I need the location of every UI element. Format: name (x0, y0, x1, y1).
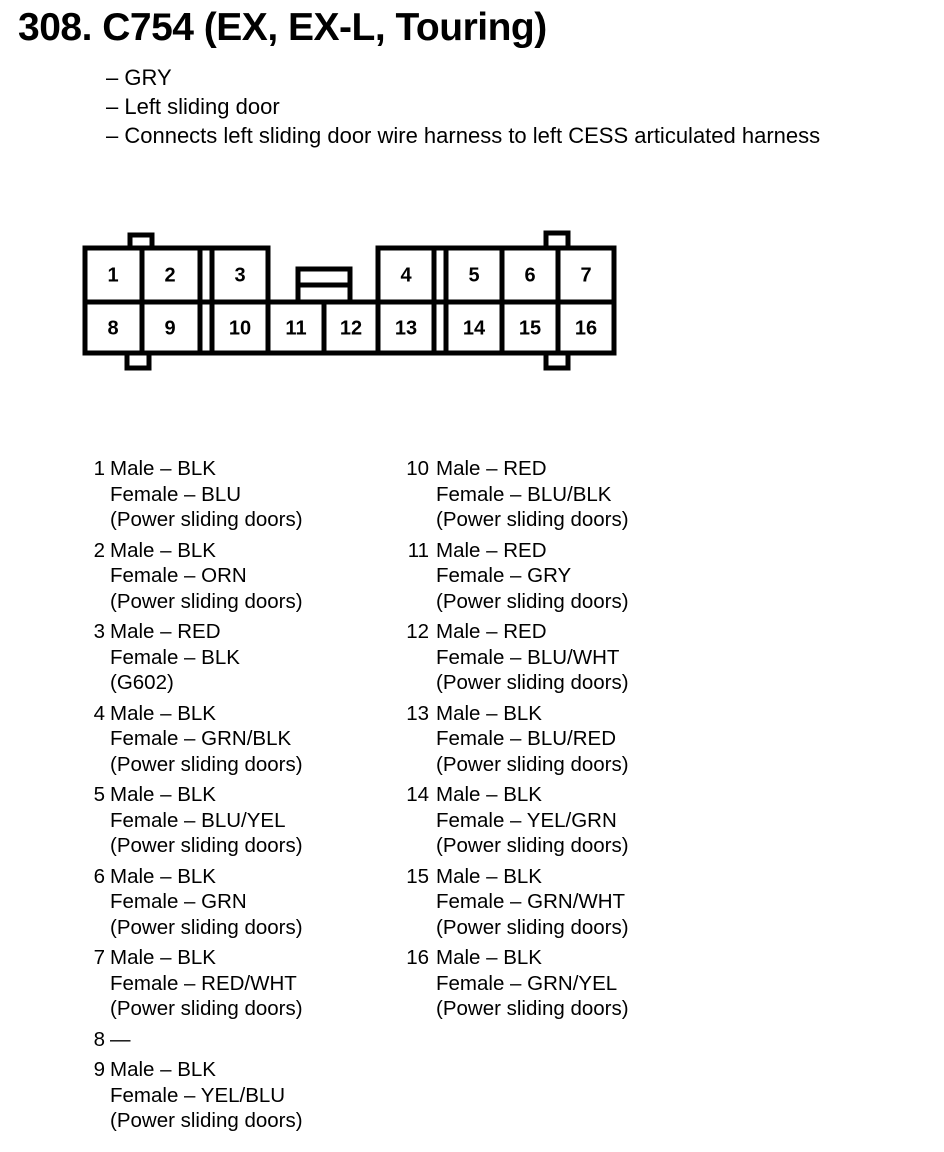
pin-circuit-note: (Power sliding doors) (110, 1109, 303, 1132)
pin-number: 2 (93, 538, 105, 562)
pin-male-wire: Male – BLK (110, 1058, 216, 1081)
pin-female-wire: Female – GRN/WHT (436, 890, 626, 913)
pin-male-wire: Male – BLK (436, 946, 542, 969)
pin-circuit-note: (Power sliding doors) (110, 752, 303, 776)
pin-female-wire: Female – ORN (110, 564, 247, 587)
pin-female-wire: Female – GRN/BLK (110, 727, 292, 750)
pin-circuit-note: (Power sliding doors) (110, 508, 303, 531)
pin-circuit-note: (Power sliding doors) (436, 915, 629, 939)
pin-number: 15 (406, 864, 429, 888)
pin-circuit-note: (Power sliding doors) (436, 997, 629, 1020)
pin-female-wire: Female – BLK (110, 645, 240, 669)
pin-label-11: 11 (285, 317, 307, 340)
pin-label-16: 16 (574, 317, 598, 340)
pin-circuit-note: (Power sliding doors) (110, 834, 303, 857)
pin-female-wire: Female – BLU (110, 482, 242, 506)
pin-entry-10 (402, 456, 629, 533)
pin-female-wire: Female – GRY (436, 564, 572, 587)
pin-number: 1 (93, 457, 105, 480)
pin-entry-8 (85, 1027, 303, 1053)
description-location: – Left sliding door (106, 94, 280, 119)
pin-label-1: 1 (107, 264, 119, 287)
pin-label-2: 2 (164, 264, 176, 287)
pin-label-5: 5 (468, 264, 480, 287)
pin-female-wire: Female – GRN/YEL (436, 971, 618, 995)
pin-number: 16 (406, 946, 429, 969)
pin-circuit-note: (Power sliding doors) (110, 915, 303, 939)
pin-male-wire: Male – BLK (436, 701, 542, 725)
pin-number: 6 (93, 864, 105, 888)
pin-number: 7 (93, 946, 105, 969)
pin-number: 13 (406, 701, 429, 725)
pin-female-wire: Female – YEL/BLU (110, 1083, 286, 1107)
pin-female-wire: Female – BLU/YEL (110, 808, 286, 832)
pin-entry-7 (85, 945, 303, 1022)
pin-entry-11 (402, 538, 629, 615)
pin-label-15: 15 (518, 317, 542, 340)
pin-entry-2 (85, 538, 303, 615)
pin-label-13: 13 (394, 317, 418, 340)
pin-circuit-note: (Power sliding doors) (436, 508, 629, 531)
pin-label-12: 12 (339, 317, 363, 340)
pin-number: 3 (93, 620, 105, 643)
pin-male-wire: Male – RED (436, 538, 547, 562)
pin-number: 12 (406, 620, 429, 643)
page-title: 308. C754 (EX, EX-L, Touring) (18, 6, 547, 49)
pin-male-wire: Male – BLK (110, 538, 216, 562)
pin-entry-12 (402, 619, 629, 696)
pin-male-wire: Male – BLK (110, 946, 216, 969)
pin-entry-13 (402, 701, 629, 778)
pin-number: 11 (407, 538, 429, 562)
pin-label-10: 10 (228, 317, 252, 340)
pin-number: 14 (406, 783, 429, 806)
pin-entry-16 (402, 945, 629, 1022)
pin-male-wire: Male – BLK (436, 864, 542, 888)
pin-male-wire: Male – BLK (110, 783, 216, 806)
pin-female-wire: Female – GRN (110, 890, 247, 913)
pin-male-wire: Male – BLK (110, 457, 216, 480)
pin-circuit-note: (Power sliding doors) (436, 752, 629, 776)
pin-female-wire: Female – YEL/GRN (436, 808, 617, 832)
pin-circuit-note: (G602) (110, 671, 174, 694)
pin-entry-4 (85, 701, 303, 778)
pin-label-7: 7 (580, 264, 592, 287)
pin-male-wire: Male – RED (110, 620, 221, 643)
pin-label-9: 9 (164, 317, 176, 340)
pin-circuit-note: (Power sliding doors) (436, 589, 629, 613)
pin-label-4: 4 (400, 264, 412, 287)
pin-label-3: 3 (234, 264, 246, 287)
pin-female-wire: Female – BLU/BLK (436, 482, 612, 506)
pin-male-wire: Male – BLK (436, 783, 542, 806)
pin-label-8: 8 (107, 317, 119, 340)
pin-entry-15 (402, 864, 629, 941)
pin-list-right (402, 456, 629, 1027)
pin-male-wire: — (110, 1027, 131, 1051)
pin-entry-5 (85, 782, 303, 859)
pin-male-wire: Male – RED (436, 457, 547, 480)
pin-circuit-note: (Power sliding doors) (436, 834, 629, 857)
pin-entry-1 (85, 456, 303, 533)
pin-number: 5 (93, 783, 105, 806)
pin-list-left (85, 456, 303, 1139)
pin-circuit-note: (Power sliding doors) (110, 997, 303, 1020)
description-function: – Connects left sliding door wire harness to left CESS articulated harness (106, 123, 821, 148)
pin-female-wire: Female – BLU/WHT (436, 645, 620, 669)
pin-male-wire: Male – BLK (110, 864, 216, 888)
pin-entry-9 (85, 1057, 303, 1134)
description-color: – GRY (106, 65, 172, 90)
pin-male-wire: Male – BLK (110, 701, 216, 725)
pin-entry-6 (85, 864, 303, 941)
pin-number: 10 (406, 457, 429, 480)
pin-female-wire: Female – RED/WHT (110, 971, 297, 995)
pin-number: 4 (93, 701, 105, 725)
pin-circuit-note: (Power sliding doors) (436, 671, 629, 694)
pin-entry-14 (402, 782, 629, 859)
pin-female-wire: Female – BLU/RED (436, 727, 617, 750)
pin-label-6: 6 (524, 264, 536, 287)
connector-diagram (0, 0, 944, 400)
pin-circuit-note: (Power sliding doors) (110, 589, 303, 613)
pin-entry-3 (85, 619, 303, 696)
pin-number: 9 (93, 1058, 105, 1081)
pin-label-14: 14 (462, 317, 486, 340)
pin-male-wire: Male – RED (436, 620, 547, 643)
pin-number: 8 (93, 1027, 105, 1051)
